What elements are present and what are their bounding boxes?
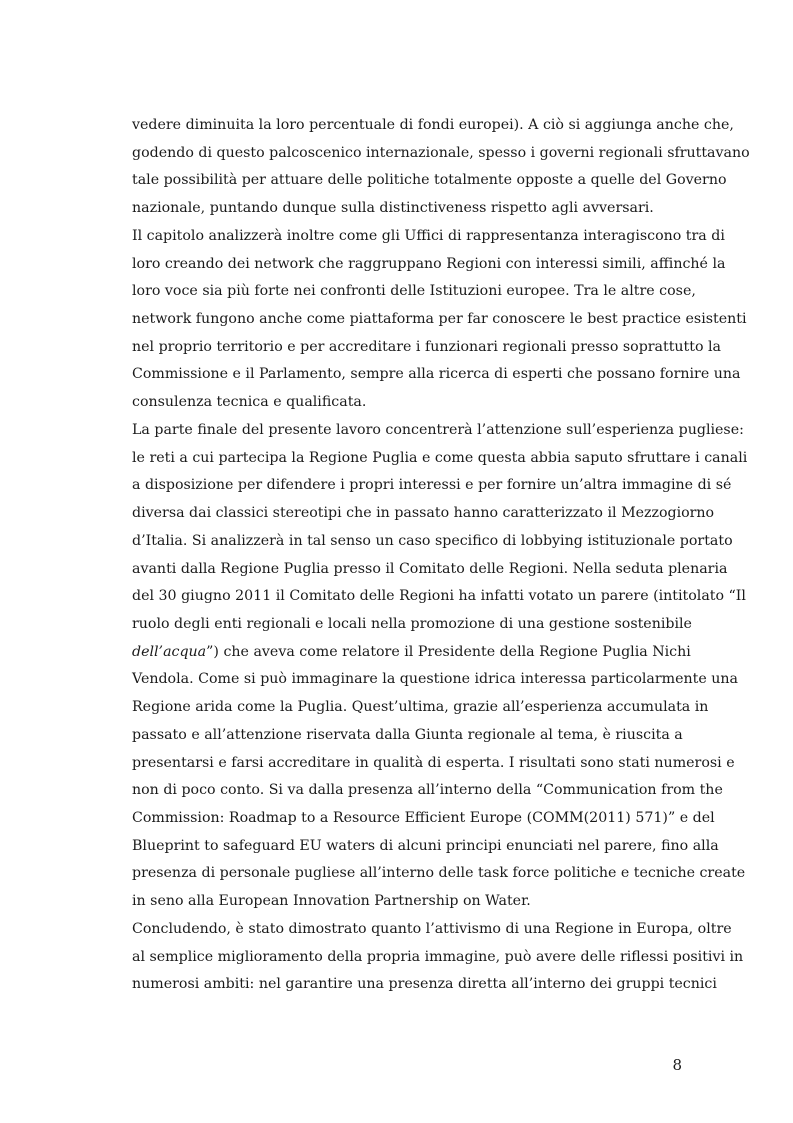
- text-line: numerosi ambiti: nel garantire una presenza diretta all’interno dei gruppi tecnici: [132, 976, 717, 993]
- text-line: passato e all’attenzione riservata dalla Giunta regionale al tema, è riuscita a: [132, 726, 683, 743]
- text-line: del 30 giugno 2011 il Comitato delle Regioni ha infatti votato un parere (intitolato “Il: [132, 588, 746, 605]
- page-number: 8: [672, 1056, 682, 1074]
- text-line: diversa dai classici stereotipi che in passato hanno caratterizzato il Mezzogiorno: [132, 505, 715, 522]
- text-line: presentarsi e farsi accreditare in qualità di esperta. I risultati sono stati numerosi e: [132, 754, 735, 771]
- text-line: [132, 639, 691, 667]
- text-line: Commissione e il Parlamento, sempre alla ricerca di esperti che possano fornire una: [132, 366, 741, 383]
- text-line: Concludendo, è stato dimostrato quanto l’attivismo di una Regione in Europa, oltre: [132, 920, 732, 937]
- text-line: le reti a cui partecipa la Regione Puglia e come questa abbia saputo sfruttare i canali: [132, 449, 748, 466]
- text-line: loro creando dei network che raggruppano Regioni con interessi simili, affinché la: [132, 255, 726, 272]
- text-line: nel proprio territorio e per accreditare i funzionari regionali presso soprattutto la: [132, 338, 722, 355]
- italic-text: dell’acqua: [132, 643, 207, 660]
- text-line: La parte finale del presente lavoro concentrerà l’attenzione sull’esperienza pugliese:: [132, 421, 744, 438]
- body-text: [132, 112, 750, 999]
- text-line: a disposizione per difendere i propri interessi e per fornire un’altra immagine di sé: [132, 477, 732, 494]
- text-line: ruolo degli enti regionali e locali nella promozione di una gestione sostenibile: [132, 615, 692, 632]
- text-line: presenza di personale pugliese all’interno delle task force politiche e tecniche create: [132, 865, 746, 882]
- text-line: consulenza tecnica e qualificata.: [132, 394, 367, 411]
- text-line: d’Italia. Si analizzerà in tal senso un caso specifico di lobbying istituzionale portato: [132, 532, 733, 549]
- text-line: Commission: Roadmap to a Resource Efficient Europe (COMM(2011) 571)” e del: [132, 809, 715, 826]
- text-line: in seno alla European Innovation Partnership on Water.: [132, 893, 531, 910]
- text-line: Regione arida come la Puglia. Quest’ultima, grazie all’esperienza accumulata in: [132, 699, 709, 716]
- text-line: Vendola. Come si può immaginare la questione idrica interessa particolarmente una: [132, 671, 738, 688]
- text-line: Blueprint to safeguard EU waters di alcuni principi enunciati nel parere, fino alla: [132, 837, 719, 854]
- text-line: avanti dalla Regione Puglia presso il Comitato delle Regioni. Nella seduta plenaria: [132, 560, 728, 577]
- text-line: network fungono anche come piattaforma per far conoscere le best practice esistenti: [132, 311, 747, 328]
- text-line: non di poco conto. Si va dalla presenza all’interno della “Communication from the: [132, 782, 723, 799]
- text-line: tale possibilità per attuare delle politiche totalmente opposte a quelle del Governo: [132, 172, 727, 189]
- line-text: ”) che aveva come relatore il Presidente della Regione Puglia Nichi: [206, 643, 691, 660]
- text-line: godendo di questo palcoscenico internazionale, spesso i governi regionali sfruttavano: [132, 144, 750, 161]
- text-line: Il capitolo analizzerà inoltre come gli Uffici di rappresentanza interagiscono tra di: [132, 227, 725, 244]
- text-line: al semplice miglioramento della propria immagine, può avere delle riflessi positivi in: [132, 948, 744, 965]
- text-line: loro voce sia più forte nei confronti delle Istituzioni europee. Tra le altre cose,: [132, 283, 696, 300]
- text-line: nazionale, puntando dunque sulla distinctiveness rispetto agli avversari.: [132, 200, 654, 217]
- text-line: vedere diminuita la loro percentuale di fondi europei). A ciò si aggiunga anche che,: [132, 117, 734, 133]
